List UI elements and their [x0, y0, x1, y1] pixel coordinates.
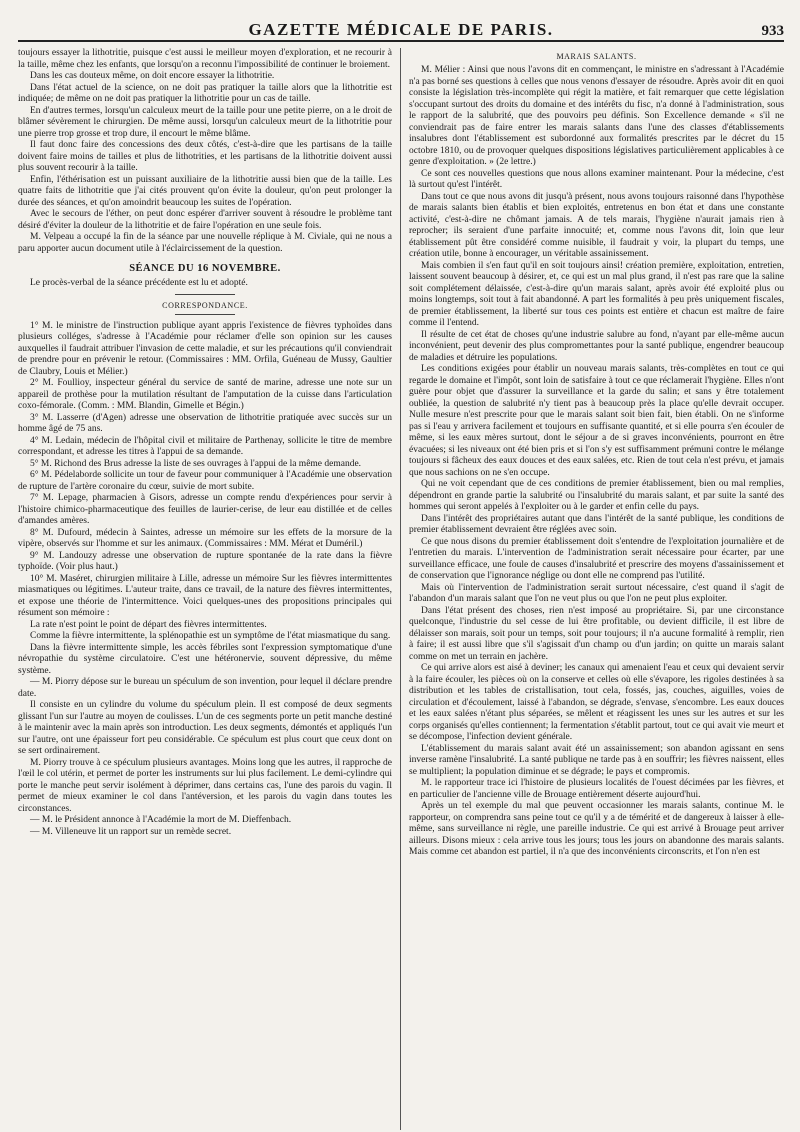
- columns: [18, 48, 784, 1130]
- paragraph: Ce sont ces nouvelles questions que nous allons examiner maintenant. Pour la médecine, c'est là surtout qu'est l'intérêt.: [409, 168, 784, 190]
- correspondence-item: M. Piorry trouve à ce spéculum plusieurs avantages. Moins long que les autres, il rapproche de l'œil le col utérin, et permet de porter les instruments sur lui plus facilement. Le demi-cylindre qui porte le manche peut servir isolément à déprimer, dans certains cas, l'une des parois du vagin. Il permet de mieux examiner le col dans l'antéversion, et les parois du vagin dans toutes les circonstances.: [18, 757, 392, 814]
- session-intro: Le procès-verbal de la séance précédente est lu et adopté.: [30, 278, 248, 288]
- correspondence-item: 9° M. Landouzy adresse une observation de rupture spontanée de la rate dans la fièvre typhoïde. (Voir plus haut.): [18, 550, 392, 572]
- correspondence-item: — M. Villeneuve lit un rapport sur un remède secret.: [30, 826, 232, 837]
- paragraph: toujours essayer la lithotritie, puisque c'est aussi le meilleur moyen d'exploration, et ne recourir à la taille, même chez les enfants, que lorsqu'on a reconnu l'impossibilité de continuer le broiement.: [18, 48, 392, 70]
- right-column: [401, 48, 784, 1130]
- paragraph: Mais où l'intervention de l'administration serait surtout nécessaire, c'est quand il s'agit de l'abandon d'un marais salant que l'on ne veut plus ou que l'on ne peut plus exploiter.: [409, 582, 784, 604]
- correspondence-item: 1° M. le ministre de l'instruction publique ayant appris l'existence de fièvres typhoïdes dans plusieurs colléges, s'adresse à l'Académie pour réclamer d'elle son opinion sur les causes auxquelles il faudrait attribuer l'invasion de cette maladie, et sur les précautions qu'il conviendrait de prendre pour en prévenir le retour. (Commissaires : MM. Orfila, Guéneau de Mussy, Gaultier de Claubry, Louis et Mélier.): [18, 320, 392, 377]
- correspondence-item: Comme la fièvre intermittente, la splénopathie est un symptôme de l'état miasmatique du sang.: [30, 631, 391, 641]
- paragraph: Avec le secours de l'éther, on peut donc espérer d'arriver souvent à résoudre le problème tant désiré d'éviter la douleur de la lithotritie et de faire l'opération en une seule fois.: [18, 209, 392, 231]
- correspondence-item: 5° M. Richond des Brus adresse la liste de ses ouvrages à l'appui de la même demande.: [30, 458, 362, 469]
- correspondence-item: 4° M. Ledain, médecin de l'hôpital civil et militaire de Parthenay, sollicite le titre de membre correspondant, et adresse les titres à l'appui de sa demande.: [18, 435, 392, 457]
- paragraph: M. le rapporteur trace ici l'histoire de plusieurs localités de l'ouest décimées par les fièvres, et en particulier de l'ancienne ville de Brouage entièrement déserte aujourd'hui.: [409, 778, 784, 800]
- correspondence-item: 3° M. Lasserre (d'Agen) adresse une observation de lithotritie pratiquée avec succès sur un homme âgé de 75 ans.: [18, 412, 392, 434]
- paragraph: Dans l'état actuel de la science, on ne doit pas pratiquer la taille alors que la lithotritie est indiquée; de même on ne doit pas pratiquer la lithotritie pour un cas de taille.: [18, 82, 392, 104]
- paragraph: Les conditions exigées pour établir un nouveau marais salants, très-complètes en tout ce qui regarde le domaine et l'impôt, sont loin de satisfaire à tout ce que réclamerait l'hygiène. Elles n'ont guère pour objet que d'assurer la surveillance et la garde du salin; et sans y être totalement oubliée, la question de salubrité n'y tient pas à beaucoup près la place qu'elle devrait occuper. Nulle mesure n'est prescrite pour que le marais salant soit bien fait, bien établi. On ne s'informe pas si l'eau y arrivera facilement et toujours en suffisante quantité, et si elle pourra s'en écouler de même, si les eaux mères surtout, dont le séjour a de si graves inconvénients, pourront en être évacuées; si les niveaux ont été bien pris et si l'on s'y est suffisamment prémuni contre le mélange toujours si fâcheux des eaux douces et des eaux salées, etc. Rien de tout cela n'est prévu, et jamais que nous sachions on ne s'en occupe.: [409, 364, 784, 478]
- correspondence-item: 6° M. Pédelaborde sollicite un tour de faveur pour communiquer à l'Académie une observation de rupture de l'artère coronaire du cœur, suivie de mort subite.: [18, 470, 392, 492]
- correspondence-item: 7° M. Lepage, pharmacien à Gisors, adresse un compte rendu d'expériences pour servir à l'histoire chimico-pharmaceutique des feuilles de laurier-cerise, de leur eau distillée et de celles d'amandes amères.: [18, 493, 392, 526]
- divider: [175, 294, 235, 295]
- paragraph: Dans tout ce que nous avons dit jusqu'à présent, nous avons toujours raisonné dans l'hypothèse de marais salants bien établis et bien exploités, entretenus en bon état et dans une constante activité, c'est-à-dire ne chômant jamais. A de tels marais, l'hygiène n'aurait jamais rien à reprocher; ils seraient d'une parfaite innocuité; et, comme nous l'avons dit, loin que leur établissement pût être considéré comme nuisible, il faudrait y voir, la plupart du temps, une création utile, bonne à encourager, un véritable assainissement.: [409, 191, 784, 259]
- divider: [175, 314, 235, 315]
- page-number: 933: [761, 23, 784, 39]
- paragraph: Après un tel exemple du mal que peuvent occasionner les marais salants, continue M. le rapporteur, on comprendra sans peine tout ce qu'il y a de témérité et de dangereux à laisser à elle-même, sans surveillance ni règle, une pareille industrie. Ce qui est arrivé à Brouage peut arriver ailleurs. Disons mieux : cela arrive tous les jours; tous les jours on abandonne des marais salants. Mais comme cet abandon est partiel, il n'a que des inconvénients circonscrits, et l'on n'en est: [409, 801, 784, 857]
- paragraph: Enfin, l'éthérisation est un puissant auxiliaire de la lithotritie aussi bien que de la taille. Les quatre faits de lithotritie que j'ai cités prouvent qu'on évite la douleur, qu'on peut prolonger la durée des séances, et qu'on amoindrit beaucoup les suites de l'opération.: [18, 174, 392, 208]
- paragraph: Dans l'état présent des choses, rien n'est imposé au propriétaire. Si, par une circonstance quelconque, l'industrie du sel cesse de lui être profitable, ou devient difficile, il est libre de délaisser son marais, soit pour un temps, soit pour toujours; il n'a aucune formalité à remplir, rien à faire; il est aussi libre que s'il s'agissait d'un champ ou d'un jardin; on quitte un marais salant comme on met un terrain en jachère.: [409, 605, 784, 662]
- session-title: SÉANCE DU 16 NOVEMBRE.: [129, 263, 281, 274]
- paragraph: M. Mélier : Ainsi que nous l'avons dit en commençant, le ministre en s'adressant à l'Académie n'a pas borné ses questions à celles que nous venons d'essayer de résoudre. Après avoir dit en quoi consiste la législation très-incomplète qui régit la matière, et fait remarquer que cette législation s'occupant surtout des droits du domaine et des intérêts du fisc, n'a donné à l'administration, sous le rapport de la salubrité, que des pouvoirs peu définis. Son Excellence demande « s'il ne conviendrait pas de faire entrer les marais salants dans l'une des classes d'établissements insalubres dont l'établissement est subordonné aux formalités prescrites par le décret du 15 octobre 1810, ou de provoquer quelques dispositions législatives particulièrement applicables à ce genre d'exploitation. » (2e lettre.): [409, 65, 784, 167]
- paragraph: Il faut donc faire des concessions des deux côtés, c'est-à-dire que les partisans de la taille doivent faire moins de tailles et plus de lithotrities, et les partisans de la lithotritie doivent aussi plus souvent recourir à la taille.: [18, 140, 392, 173]
- paragraph: Qui ne voit cependant que de ces conditions de premier établissement, bien ou mal remplies, dépendront en grande partie la salubrité ou l'insalubrité du marais salant, et par suite la santé des hommes qui seront appelés à l'exploiter ou à le garder et enfin celle du pays.: [409, 479, 784, 512]
- paragraph: Il résulte de cet état de choses qu'une industrie salubre au fond, n'ayant par elle-même aucun inconvénient, peut devenir des plus compromettantes pour la santé publique, engendrer beaucoup de maladies et détruire les populations.: [409, 329, 784, 363]
- paragraph: Ce qui arrive alors est aisé à deviner; les canaux qui amenaient l'eau et ceux qui devaient servir à la faire écouler, les pièces où on la conserve et celles où elle s'évapore, les rigoles destinées à sa distribution et les tables de cristallisation, tout cela, fossés, jas, couches, aiguilles, voies de circulation et d'écoulement, laissé à l'abandon, se dégrade, s'envase, s'encombre. Les eaux douces et les eaux salées n'étant plus séparées, se mêlent et réagissent les unes sur les autres et sur les corps organisés qu'elles contiennent; la fermentation s'établit partout, tout ce qui avait vie meurt et se décompose, l'infection devient générale.: [409, 663, 784, 742]
- paragraph: En d'autres termes, lorsqu'un calculeux meurt de la taille pour une petite pierre, on a le droit de blâmer sévèrement le chirurgien. De même aussi, lorsqu'un calculeux meurt de la lithotritie pour une pierre trop grosse et trop dure, il encourt le même blâme.: [18, 105, 392, 139]
- correspondence-item: 10° M. Maséret, chirurgien militaire à Lille, adresse un mémoire Sur les fièvres intermittentes miasmatiques ou légitimes. L'auteur traite, dans ce travail, de la nature des fièvres intermittentes, et expose une théorie de l'intermittence. Voici quelques-unes des propositions principales qui résument son mémoire :: [18, 573, 392, 618]
- correspondence-item: 8° M. Dufourd, médecin à Saintes, adresse un mémoire sur les effets de la morsure de la vipère, observés sur l'homme et sur les animaux. (Commissaires : MM. Mérat et Duméril.): [18, 527, 392, 549]
- paragraph: Ce que nous disons du premier établissement doit s'entendre de l'exploitation journalière et de l'entretien du marais. L'intervention de l'administration serait nécessaire pour écarter, par une surveillance efficace, une foule de causes d'insalubrité et prescrire des moyens d'assainissement et de conservation que l'ignorance néglige ou dont elle ne comprend pas l'utilité.: [409, 536, 784, 581]
- correspondence-item: La rate n'est point le point de départ des fièvres intermittentes.: [30, 619, 267, 630]
- paragraph: Dans les cas douteux même, on doit encore essayer la lithotritie.: [30, 71, 275, 81]
- left-column: [18, 48, 401, 1130]
- correspondence-item: — M. le Président annonce à l'Académie la mort de M. Dieffenbach.: [30, 815, 292, 825]
- section-title: MARAIS SALANTS.: [556, 52, 637, 61]
- paragraph: Mais combien il s'en faut qu'il en soit toujours ainsi! création première, exploitation, entretien, laissent souvent beaucoup à désirer, et, ce qui est un mal plus grand, il n'est pas rare que la saline soit complétement délaissée, c'est-à-dire qu'un marais salant, après avoir été exploité plus ou moins longtemps, soit tout à fait abandonné. A part les formalités à peu près uniquement fiscales, de premier établissement, la liberté sur tous ces points est entière et chacun est maître de faire comme il l'entend.: [409, 260, 784, 328]
- paragraph: M. Velpeau a occupé la fin de la séance par une nouvelle réplique à M. Civiale, qui ne nous a paru apporter aucun document utile à l'éclaircissement de la question.: [18, 232, 392, 254]
- paragraph: Dans l'intérêt des propriétaires autant que dans l'intérêt de la santé publique, les conditions de premier établissement devraient être réglées avec soin.: [409, 513, 784, 535]
- correspondence-item: 2° M. Foullioy, inspecteur général du service de santé de marine, adresse une note sur un appareil de prothèse pour la mutilation résultant de l'amputation de la cuisse dans l'articulation coxo-fémorale. (Comm. : MM. Blandin, Gimelle et Bégin.): [18, 378, 392, 411]
- page-header: [18, 4, 784, 42]
- journal-title: GAZETTE MÉDICALE DE PARIS.: [248, 20, 554, 39]
- correspondence-item: — M. Piorry dépose sur le bureau un spéculum de son invention, pour lequel il déclare prendre date.: [18, 677, 392, 699]
- correspondence-item: Dans la fièvre intermittente simple, les accès fébriles sont l'expression symptomatique d'une névropathie du système circulatoire. C'est une hétéronervie, souvent dépressive, du même système.: [18, 642, 392, 676]
- correspondence-item: Il consiste en un cylindre du volume du spéculum plein. Il est composé de deux segments glissant l'un sur l'autre au moyen de coulisses. L'un de ces segments porte un petit manche destiné à le maintenir avec la main après son introduction. Les deux segments, démontés et appliqués l'un sur l'autre, ont une épaisseur fort peu considérable. Ce spéculum est plus court que ceux dont on se sert ordinairement.: [18, 700, 392, 756]
- correspondence-title: CORRESPONDANCE.: [162, 300, 248, 310]
- paragraph: L'établissement du marais salant avait été un assainissement; son abandon agissant en sens inverse ramène l'insalubrité. La santé publique ne tarde pas à en souffrir; les fièvres naissent, elles se multiplient; la population diminue et se dégrade; le pays et compromis.: [409, 743, 784, 777]
